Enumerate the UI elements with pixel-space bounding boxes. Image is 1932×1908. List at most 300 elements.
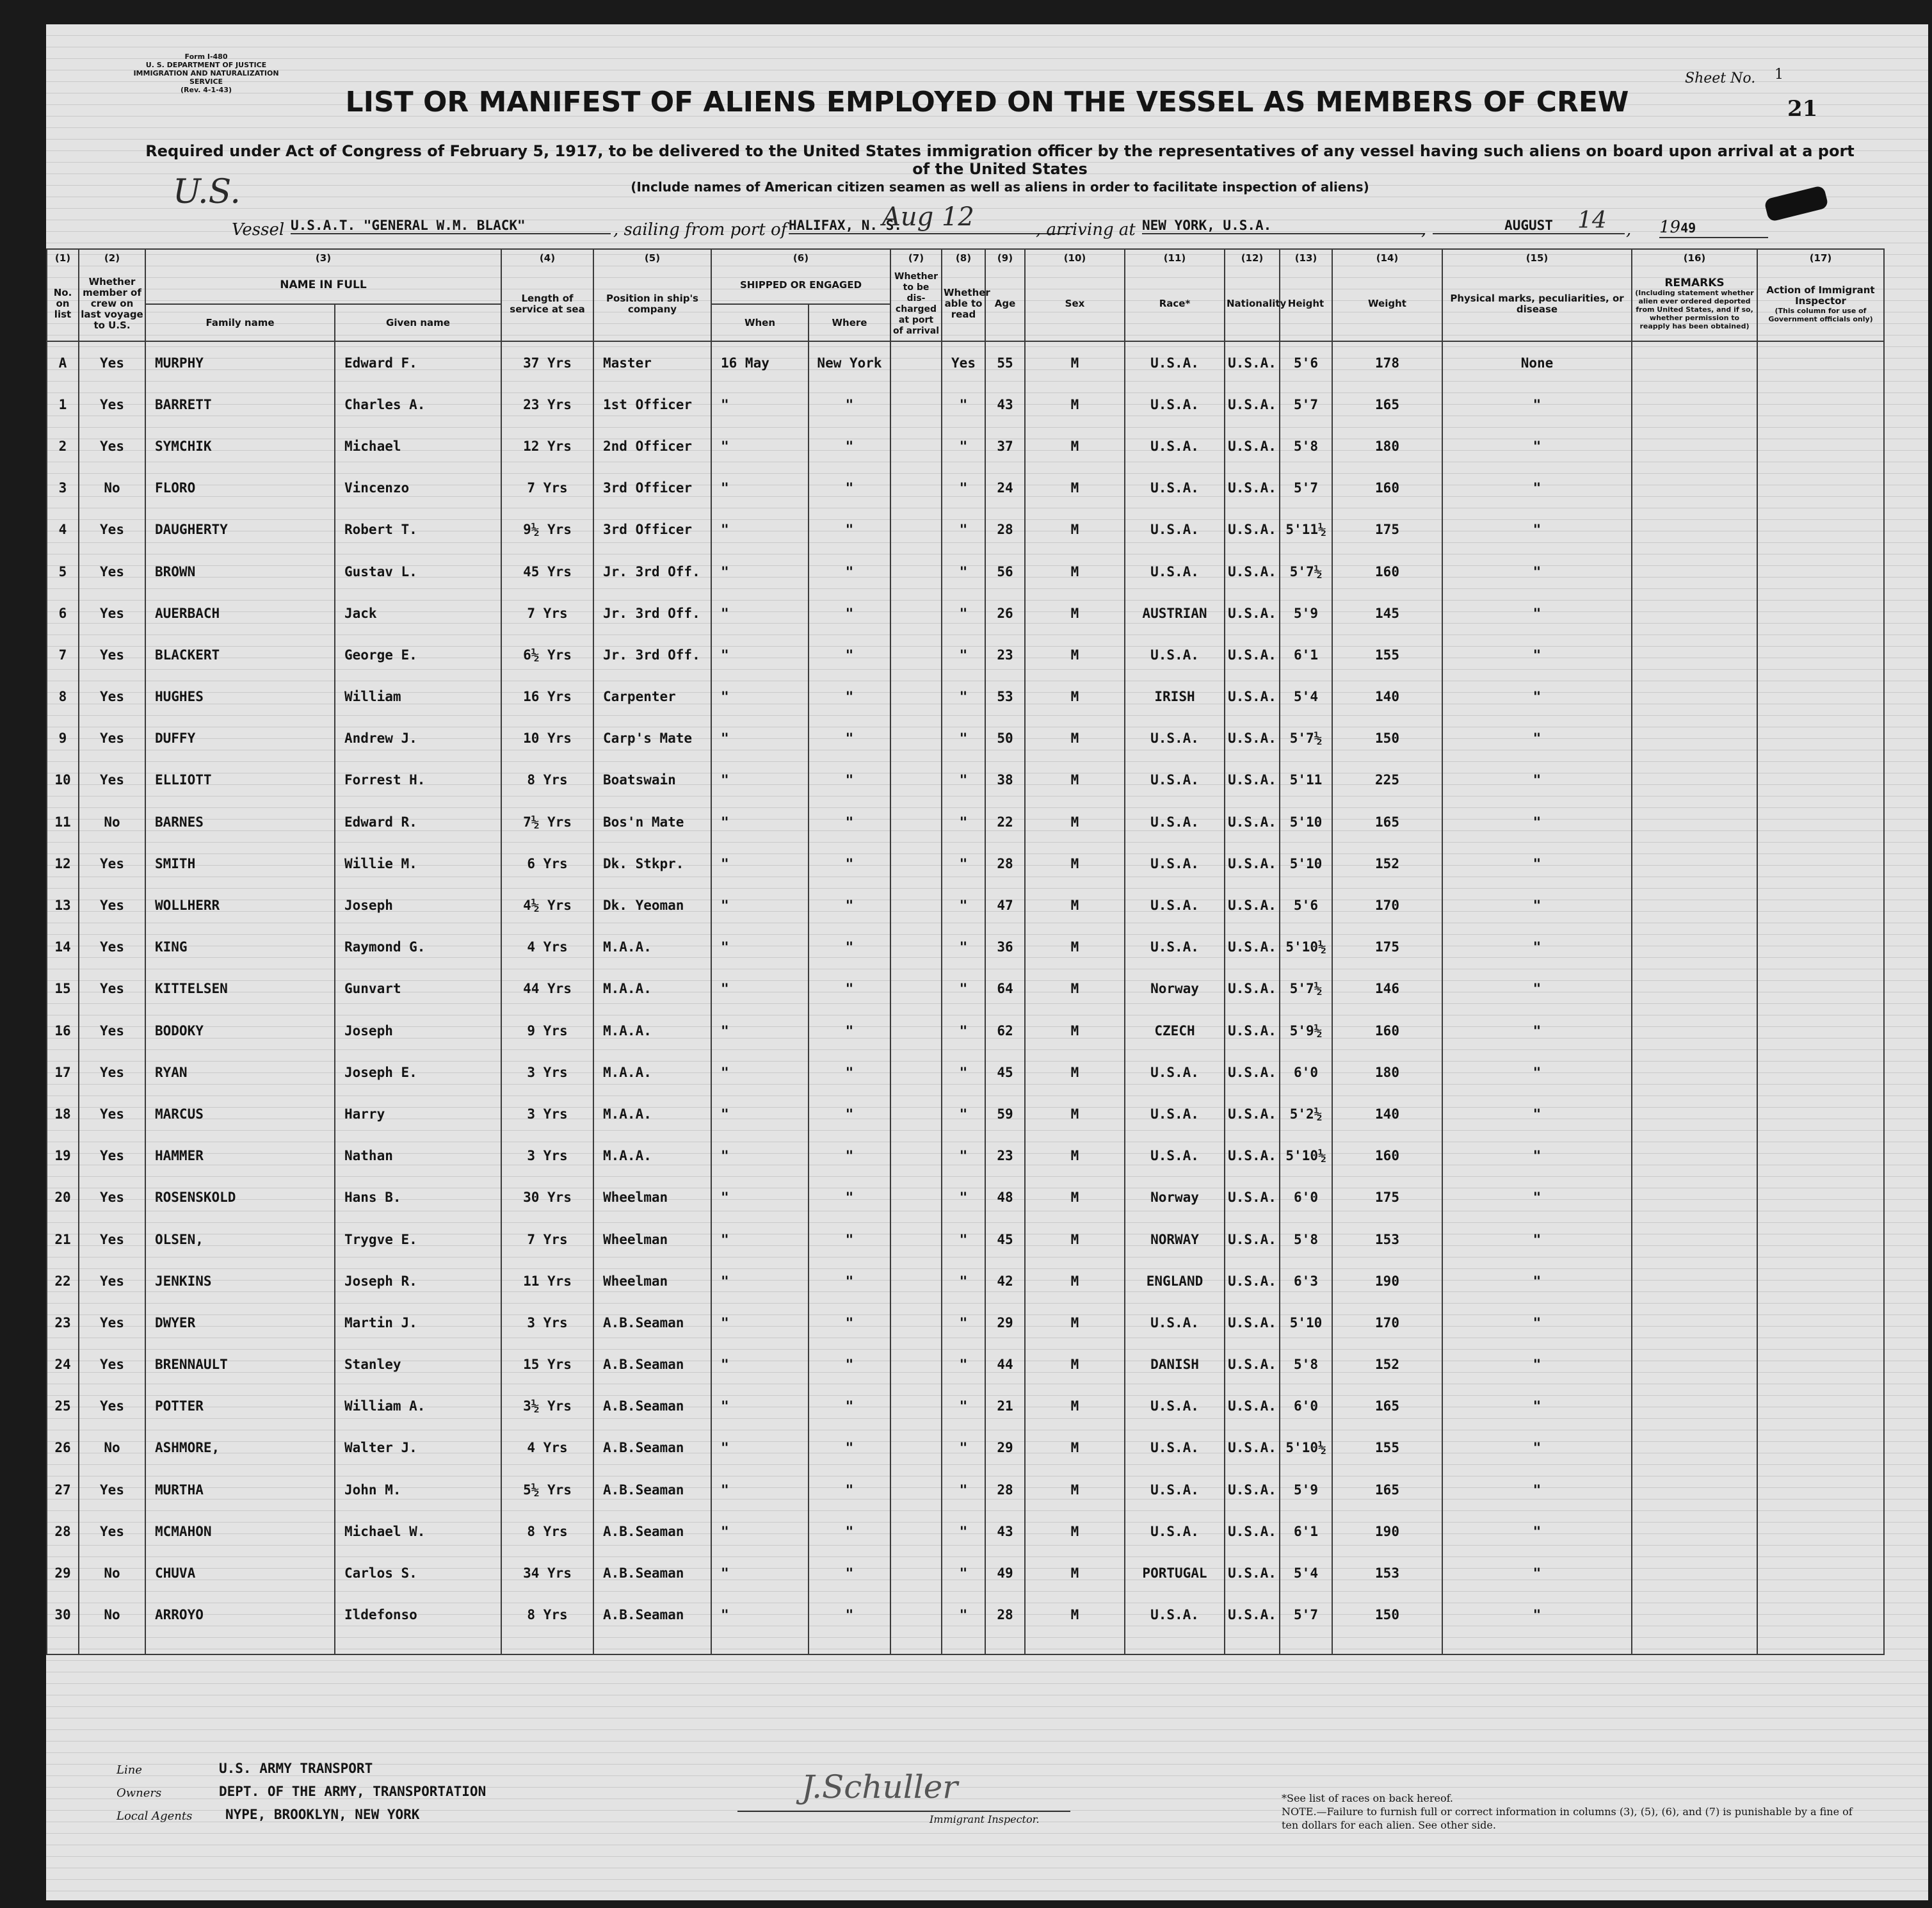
crew-position: Wheelman	[593, 1177, 711, 1218]
blank-cell	[47, 1636, 79, 1654]
crew-age: 28	[985, 509, 1025, 551]
table-row	[47, 1469, 1884, 1510]
crew-weight: 178	[1332, 341, 1442, 384]
crew-age: 49	[985, 1552, 1025, 1594]
crew-height: 6'1	[1280, 634, 1332, 675]
crew-position: Boatswain	[593, 759, 711, 801]
crew-remarks	[1632, 1260, 1757, 1302]
crew-last-voyage: No	[79, 801, 145, 843]
crew-position: Dk. Yeoman	[593, 884, 711, 926]
blank-cell	[1757, 1636, 1884, 1654]
arrival-year	[1659, 218, 1768, 238]
crew-last-voyage: No	[79, 1552, 145, 1594]
crew-nationality: U.S.A.	[1225, 1218, 1280, 1260]
crew-family-name: POTTER	[145, 1386, 335, 1427]
colnum-16: (16)	[1632, 249, 1757, 267]
service-name: IMMIGRATION AND NATURALIZATION SERVICE	[133, 69, 279, 86]
vessel-name: U.S.A.T. "GENERAL W.M. BLACK"	[291, 218, 611, 234]
header-physical-marks: Physical marks, peculiarities, or disease	[1442, 267, 1632, 341]
crew-family-name: ASHMORE,	[145, 1427, 335, 1469]
table-row	[47, 1344, 1884, 1386]
crew-sex: M	[1025, 1051, 1125, 1093]
crew-shipped-where: "	[809, 676, 890, 718]
table-row	[47, 1177, 1884, 1218]
crew-position: M.A.A.	[593, 1010, 711, 1051]
crew-weight: 152	[1332, 1344, 1442, 1386]
header-able-read: Whether able to read	[942, 267, 985, 341]
crew-able-read: "	[942, 843, 985, 884]
crew-no: 16	[47, 1010, 79, 1051]
crew-sex: M	[1025, 1010, 1125, 1051]
crew-weight: 165	[1332, 801, 1442, 843]
crew-height: 5'10½	[1280, 1135, 1332, 1177]
crew-nationality: U.S.A.	[1225, 676, 1280, 718]
crew-physical-marks: "	[1442, 1427, 1632, 1469]
crew-service: 6½ Yrs	[501, 634, 593, 675]
crew-shipped-when: "	[711, 1386, 809, 1427]
crew-service: 7 Yrs	[501, 592, 593, 634]
crew-weight: 160	[1332, 551, 1442, 592]
crew-service: 8 Yrs	[501, 1594, 593, 1636]
crew-shipped-where: "	[809, 1344, 890, 1386]
crew-service: 23 Yrs	[501, 384, 593, 425]
table-row	[47, 884, 1884, 926]
crew-family-name: BODOKY	[145, 1010, 335, 1051]
crew-race: U.S.A.	[1125, 384, 1225, 425]
header-given-name: Given name	[335, 304, 501, 341]
crew-last-voyage: Yes	[79, 1010, 145, 1051]
crew-given-name: Walter J.	[335, 1427, 501, 1469]
blank-cell	[809, 1636, 890, 1654]
department-name: U. S. DEPARTMENT OF JUSTICE	[145, 61, 267, 69]
crew-action	[1757, 1051, 1884, 1093]
line-label: Line	[117, 1763, 142, 1777]
crew-weight: 175	[1332, 1177, 1442, 1218]
crew-shipped-when: "	[711, 1051, 809, 1093]
crew-able-read: "	[942, 926, 985, 968]
crew-position: M.A.A.	[593, 1135, 711, 1177]
crew-sex: M	[1025, 1386, 1125, 1427]
crew-action	[1757, 425, 1884, 467]
crew-remarks	[1632, 1177, 1757, 1218]
departure-port: HALIFAX, N. S.	[789, 218, 1070, 234]
crew-no: 1	[47, 384, 79, 425]
crew-given-name: William	[335, 676, 501, 718]
crew-discharged	[890, 592, 942, 634]
header-row-top	[47, 267, 1884, 304]
crew-nationality: U.S.A.	[1225, 759, 1280, 801]
crew-action	[1757, 1510, 1884, 1552]
header-age: Age	[985, 267, 1025, 341]
crew-position: 1st Officer	[593, 384, 711, 425]
races-note: *See list of races on back hereof.	[1282, 1792, 1454, 1804]
table-row	[47, 676, 1884, 718]
crew-given-name: Martin J.	[335, 1302, 501, 1343]
crew-action	[1757, 1386, 1884, 1427]
crew-service: 16 Yrs	[501, 676, 593, 718]
signature-line	[737, 1811, 1070, 1812]
crew-shipped-where: "	[809, 968, 890, 1010]
blank-cell	[79, 1636, 145, 1654]
crew-race: U.S.A.	[1125, 843, 1225, 884]
crew-action	[1757, 341, 1884, 384]
crew-shipped-when: "	[711, 634, 809, 675]
crew-able-read: Yes	[942, 341, 985, 384]
crew-height: 5'11½	[1280, 509, 1332, 551]
crew-no: 4	[47, 509, 79, 551]
crew-shipped-when: "	[711, 509, 809, 551]
crew-physical-marks: "	[1442, 384, 1632, 425]
action-note: (This column for use of Government officials only)	[1768, 306, 1873, 323]
crew-shipped-when: "	[711, 1093, 809, 1135]
crew-shipped-when: 16 May	[711, 341, 809, 384]
crew-race: U.S.A.	[1125, 341, 1225, 384]
crew-no: 7	[47, 634, 79, 675]
crew-age: 38	[985, 759, 1025, 801]
table-row	[47, 425, 1884, 467]
crew-shipped-where: "	[809, 1135, 890, 1177]
crew-remarks	[1632, 592, 1757, 634]
crew-given-name: Trygve E.	[335, 1218, 501, 1260]
crew-service: 10 Yrs	[501, 718, 593, 759]
crew-no: 17	[47, 1051, 79, 1093]
crew-sex: M	[1025, 843, 1125, 884]
crew-action	[1757, 843, 1884, 884]
crew-weight: 180	[1332, 1051, 1442, 1093]
table-row	[47, 1552, 1884, 1594]
line-value: U.S. ARMY TRANSPORT	[219, 1761, 373, 1776]
crew-position: 3rd Officer	[593, 509, 711, 551]
handwritten-sailing-date: Aug 12	[882, 202, 974, 232]
crew-given-name: Joseph R.	[335, 1260, 501, 1302]
crew-remarks	[1632, 926, 1757, 968]
crew-race: U.S.A.	[1125, 759, 1225, 801]
crew-remarks	[1632, 551, 1757, 592]
crew-family-name: JENKINS	[145, 1260, 335, 1302]
crew-weight: 180	[1332, 425, 1442, 467]
crew-given-name: Edward F.	[335, 341, 501, 384]
crew-position: M.A.A.	[593, 1051, 711, 1093]
crew-shipped-when: "	[711, 1594, 809, 1636]
crew-discharged	[890, 676, 942, 718]
colnum-11: (11)	[1125, 249, 1225, 267]
crew-able-read: "	[942, 801, 985, 843]
crew-shipped-where: "	[809, 425, 890, 467]
colnum-3: (3)	[145, 249, 501, 267]
crew-weight: 160	[1332, 1135, 1442, 1177]
crew-discharged	[890, 843, 942, 884]
crew-able-read: "	[942, 1594, 985, 1636]
crew-shipped-where: "	[809, 1177, 890, 1218]
crew-age: 55	[985, 341, 1025, 384]
crew-given-name: Robert T.	[335, 509, 501, 551]
crew-service: 7½ Yrs	[501, 801, 593, 843]
crew-height: 5'10½	[1280, 1427, 1332, 1469]
crew-remarks	[1632, 968, 1757, 1010]
crew-no: 10	[47, 759, 79, 801]
crew-service: 4 Yrs	[501, 926, 593, 968]
crew-physical-marks: "	[1442, 718, 1632, 759]
crew-discharged	[890, 759, 942, 801]
crew-position: A.B.Seaman	[593, 1386, 711, 1427]
crew-shipped-where: "	[809, 634, 890, 675]
crew-race: AUSTRIAN	[1125, 592, 1225, 634]
crew-physical-marks: "	[1442, 509, 1632, 551]
crew-physical-marks: "	[1442, 759, 1632, 801]
crew-last-voyage: Yes	[79, 341, 145, 384]
crew-no: 23	[47, 1302, 79, 1343]
crew-no: 2	[47, 425, 79, 467]
crew-family-name: MURPHY	[145, 341, 335, 384]
crew-remarks	[1632, 1427, 1757, 1469]
crew-weight: 225	[1332, 759, 1442, 801]
crew-service: 3½ Yrs	[501, 1386, 593, 1427]
crew-age: 56	[985, 551, 1025, 592]
crew-height: 5'8	[1280, 425, 1332, 467]
crew-nationality: U.S.A.	[1225, 341, 1280, 384]
crew-age: 64	[985, 968, 1025, 1010]
crew-service: 45 Yrs	[501, 551, 593, 592]
crew-discharged	[890, 634, 942, 675]
crew-age: 53	[985, 676, 1025, 718]
instruction-text: (Include names of American citizen seamen as well as aliens in order to facilitate inspection of aliens)	[631, 179, 1369, 195]
crew-height: 5'7½	[1280, 968, 1332, 1010]
crew-sex: M	[1025, 551, 1125, 592]
crew-remarks	[1632, 1010, 1757, 1051]
crew-physical-marks: "	[1442, 1135, 1632, 1177]
crew-service: 8 Yrs	[501, 1510, 593, 1552]
crew-sex: M	[1025, 1135, 1125, 1177]
crew-given-name: Charles A.	[335, 384, 501, 425]
crew-nationality: U.S.A.	[1225, 1302, 1280, 1343]
crew-discharged	[890, 1135, 942, 1177]
crew-shipped-where: "	[809, 1386, 890, 1427]
crew-remarks	[1632, 676, 1757, 718]
crew-sex: M	[1025, 926, 1125, 968]
year-prefix: 19	[1659, 218, 1681, 237]
crew-weight: 153	[1332, 1552, 1442, 1594]
crew-shipped-where: New York	[809, 341, 890, 384]
inspector-signature: J.Schuller	[801, 1768, 958, 1806]
crew-physical-marks: "	[1442, 1344, 1632, 1386]
crew-race: U.S.A.	[1125, 634, 1225, 675]
crew-action	[1757, 1010, 1884, 1051]
crew-nationality: U.S.A.	[1225, 384, 1280, 425]
crew-age: 28	[985, 1594, 1025, 1636]
crew-discharged	[890, 1010, 942, 1051]
crew-height: 5'11	[1280, 759, 1332, 801]
crew-sex: M	[1025, 1552, 1125, 1594]
crew-weight: 160	[1332, 467, 1442, 509]
crew-age: 37	[985, 425, 1025, 467]
crew-discharged	[890, 1552, 942, 1594]
crew-discharged	[890, 1051, 942, 1093]
crew-age: 42	[985, 1260, 1025, 1302]
crew-shipped-when: "	[711, 759, 809, 801]
crew-able-read: "	[942, 1386, 985, 1427]
crew-family-name: OLSEN,	[145, 1218, 335, 1260]
crew-given-name: William A.	[335, 1386, 501, 1427]
crew-height: 5'10	[1280, 801, 1332, 843]
crew-service: 6 Yrs	[501, 843, 593, 884]
arrival-month: AUGUST	[1433, 218, 1625, 234]
blank-cell	[890, 1636, 942, 1654]
crew-no: 28	[47, 1510, 79, 1552]
crew-remarks	[1632, 801, 1757, 843]
crew-given-name: Nathan	[335, 1135, 501, 1177]
crew-nationality: U.S.A.	[1225, 1093, 1280, 1135]
crew-action	[1757, 1177, 1884, 1218]
table-row	[47, 843, 1884, 884]
agents-value: NYPE, BROOKLYN, NEW YORK	[225, 1807, 420, 1822]
crew-race: U.S.A.	[1125, 884, 1225, 926]
crew-physical-marks: "	[1442, 676, 1632, 718]
colnum-14: (14)	[1332, 249, 1442, 267]
crew-family-name: BARRETT	[145, 384, 335, 425]
crew-action	[1757, 1302, 1884, 1343]
crew-race: U.S.A.	[1125, 1427, 1225, 1469]
crew-nationality: U.S.A.	[1225, 1344, 1280, 1386]
crew-shipped-when: "	[711, 1552, 809, 1594]
crew-weight: 170	[1332, 884, 1442, 926]
crew-service: 30 Yrs	[501, 1177, 593, 1218]
crew-weight: 155	[1332, 1427, 1442, 1469]
crew-manifest-table	[46, 248, 1885, 1655]
blank-cell	[1332, 1636, 1442, 1654]
crew-shipped-where: "	[809, 1427, 890, 1469]
crew-nationality: U.S.A.	[1225, 592, 1280, 634]
blank-cell	[145, 1636, 335, 1654]
crew-age: 22	[985, 801, 1025, 843]
penalty-note: NOTE.—Failure to furnish full or correct information in columns (3), (5), (6), and (7) is punishable by a fine of ten dollars for each alien. See other side.	[1282, 1806, 1853, 1831]
crew-shipped-where: "	[809, 467, 890, 509]
crew-physical-marks: "	[1442, 801, 1632, 843]
crew-action	[1757, 1218, 1884, 1260]
crew-weight: 152	[1332, 843, 1442, 884]
crew-height: 5'4	[1280, 676, 1332, 718]
footer-notes	[1282, 1791, 1858, 1832]
crew-last-voyage: Yes	[79, 1135, 145, 1177]
crew-service: 3 Yrs	[501, 1302, 593, 1343]
crew-sex: M	[1025, 759, 1125, 801]
crew-shipped-where: "	[809, 1051, 890, 1093]
crew-able-read: "	[942, 1010, 985, 1051]
crew-family-name: SYMCHIK	[145, 425, 335, 467]
crew-height: 6'0	[1280, 1051, 1332, 1093]
crew-sex: M	[1025, 1177, 1125, 1218]
crew-last-voyage: Yes	[79, 384, 145, 425]
table-row	[47, 718, 1884, 759]
crew-sex: M	[1025, 1218, 1125, 1260]
crew-height: 6'0	[1280, 1386, 1332, 1427]
form-number: Form I-480	[184, 53, 228, 61]
crew-given-name: Michael	[335, 425, 501, 467]
blank-cell	[335, 1636, 501, 1654]
crew-no: A	[47, 341, 79, 384]
crew-action	[1757, 509, 1884, 551]
colnum-10: (10)	[1025, 249, 1125, 267]
crew-able-read: "	[942, 1552, 985, 1594]
crew-remarks	[1632, 843, 1757, 884]
header-discharged: Whether to be dis-charged at port of arrival	[890, 267, 942, 341]
crew-physical-marks: "	[1442, 843, 1632, 884]
crew-nationality: U.S.A.	[1225, 718, 1280, 759]
crew-shipped-where: "	[809, 1093, 890, 1135]
table-row	[47, 384, 1884, 425]
crew-weight: 165	[1332, 384, 1442, 425]
header-remarks	[1632, 267, 1757, 341]
crew-service: 44 Yrs	[501, 968, 593, 1010]
crew-family-name: BLACKERT	[145, 634, 335, 675]
crew-family-name: DUFFY	[145, 718, 335, 759]
crew-discharged	[890, 1302, 942, 1343]
crew-no: 22	[47, 1260, 79, 1302]
colnum-5: (5)	[593, 249, 711, 267]
crew-remarks	[1632, 341, 1757, 384]
crew-given-name: Michael W.	[335, 1510, 501, 1552]
remarks-title: REMARKS	[1664, 276, 1725, 289]
blank-cell	[593, 1636, 711, 1654]
blank-cell	[985, 1636, 1025, 1654]
crew-weight: 160	[1332, 1010, 1442, 1051]
crew-age: 43	[985, 384, 1025, 425]
crew-age: 44	[985, 1344, 1025, 1386]
crew-age: 36	[985, 926, 1025, 968]
crew-nationality: U.S.A.	[1225, 926, 1280, 968]
crew-age: 29	[985, 1302, 1025, 1343]
table-row	[47, 509, 1884, 551]
crew-shipped-where: "	[809, 843, 890, 884]
crew-table-body	[47, 341, 1884, 1654]
crew-family-name: CHUVA	[145, 1552, 335, 1594]
crew-race: U.S.A.	[1125, 718, 1225, 759]
header-where: Where	[809, 304, 890, 341]
header-sex: Sex	[1025, 267, 1125, 341]
crew-given-name: Carlos S.	[335, 1552, 501, 1594]
page-number: 21	[1787, 96, 1818, 122]
crew-last-voyage: Yes	[79, 509, 145, 551]
crew-height: 5'8	[1280, 1218, 1332, 1260]
crew-weight: 175	[1332, 926, 1442, 968]
crew-race: U.S.A.	[1125, 1051, 1225, 1093]
crew-shipped-where: "	[809, 1302, 890, 1343]
crew-remarks	[1632, 1386, 1757, 1427]
crew-position: A.B.Seaman	[593, 1510, 711, 1552]
crew-service: 4½ Yrs	[501, 884, 593, 926]
crew-race: U.S.A.	[1125, 1469, 1225, 1510]
crew-position: Jr. 3rd Off.	[593, 592, 711, 634]
crew-nationality: U.S.A.	[1225, 1386, 1280, 1427]
table-row	[47, 1218, 1884, 1260]
crew-able-read: "	[942, 1260, 985, 1302]
crew-given-name: Willie M.	[335, 843, 501, 884]
crew-race: PORTUGAL	[1125, 1552, 1225, 1594]
crew-able-read: "	[942, 676, 985, 718]
crew-no: 8	[47, 676, 79, 718]
crew-age: 29	[985, 1427, 1025, 1469]
colnum-17: (17)	[1757, 249, 1884, 267]
crew-physical-marks: "	[1442, 1469, 1632, 1510]
crew-last-voyage: Yes	[79, 1218, 145, 1260]
crew-physical-marks: "	[1442, 1594, 1632, 1636]
crew-last-voyage: Yes	[79, 759, 145, 801]
header-race: Race*	[1125, 267, 1225, 341]
crew-shipped-when: "	[711, 592, 809, 634]
crew-shipped-when: "	[711, 1260, 809, 1302]
header-length-service: Length of service at sea	[501, 267, 593, 341]
crew-shipped-when: "	[711, 384, 809, 425]
crew-last-voyage: Yes	[79, 884, 145, 926]
